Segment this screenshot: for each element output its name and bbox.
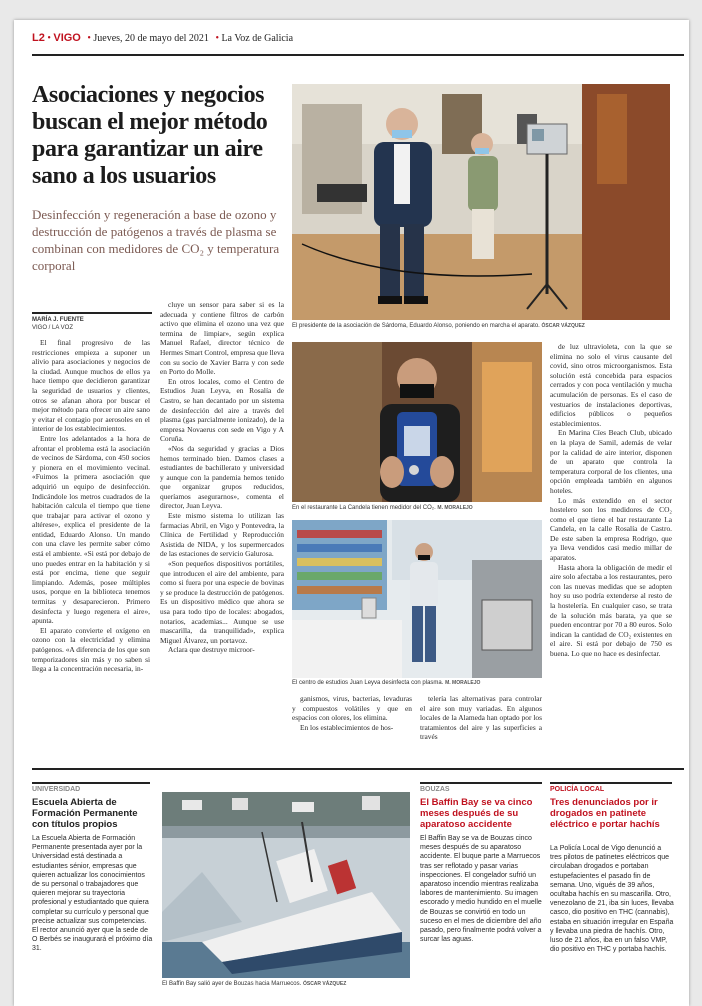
section-divider <box>32 768 684 770</box>
paragraph: ganismos, virus, bacterias, levaduras y compuestos volátiles y que en espacios con olores, los elimina. <box>292 694 412 723</box>
caption-credit: ÓSCAR VÁZQUEZ <box>302 981 347 987</box>
paragraph: «Nos da seguridad y gracias a Dios hemos terminado bien. Damos clases a estudiantes de bachillerato y universidad y aunque con la pandemia hemos tenido que organizar grupos reducidos, queríamos asegurarnos», comenta el director, Juan Leyva. <box>160 443 284 511</box>
paragraph: Aclara que destruye microor- <box>168 645 255 655</box>
section-label: VIGO <box>53 32 81 44</box>
brief-rule <box>420 782 542 784</box>
brief-title-bouzas: El Baffin Bay se va cinco meses después de su aparatoso accidente <box>420 797 533 830</box>
caption-text: El Baffin Bay salió ayer de Bouzas hacia Marruecos. <box>162 981 302 987</box>
article-headline: Asociaciones y negocios buscan el mejor método para garantizar un aire sano a los usuarios <box>32 82 268 189</box>
article-column-4 <box>550 342 672 756</box>
photo-la-candela-caption <box>292 504 542 512</box>
photo-juan-leyva-caption <box>292 679 542 687</box>
newspaper-page <box>14 20 689 1006</box>
paragraph: En Marina Cíes Beach Club, ubicado en la playa de Samil, además de velar por la calidad de aire interior, disponen de un aparato que controla la temperatura corporal de los clientes, una opción empleada también en algunos hoteles. <box>550 428 672 495</box>
caption-credit: ÓSCAR VÁZQUEZ <box>541 323 585 329</box>
brief-rule <box>32 782 150 784</box>
baffin-bay-caption <box>162 980 410 988</box>
paragraph: Entre los adelantados a la hora de afrontar el problema está la asociación de vecinos de Sárdoma, con 450 socios y pionera en el movimiento vecinal. «Fuimos la primera asociación que adquirió un equipo de desinfección. Indicándole los metros cuadrados de la habitación calcula el tiempo que tiene que trabajar para activar el ozono y altérese», explica el presidente de la entidad, Eduardo Alonso. Un mando con una clave les permite saber cómo está el ambiente. «Si está por debajo de uno puedes entrar en la habitación y si está por encima, tiene que seguir limpiando. Además, posee múltiples usos, porque en la biblioteca tenemos termitas y desaparecieron. Primero desinfecta y luego regenera el aire», apunta. <box>32 433 150 626</box>
paragraph: Lo más extendido en el sector hostelero son los medidores de CO₂ como el que tiene el bar restaurante La Candela, en la calle Rosalía de Castro. De este saben la empresa Rodrigo, que ya lleva vendidos casi medio millar de aparatos. <box>550 495 672 563</box>
brief-title-policia: Tres denunciados por ir drogados en patinete eléctrico e portar hachís <box>550 797 660 830</box>
caption-text: El centro de estudios Juan Leyva desinfecta con plasma. <box>292 680 444 686</box>
brief-body-bouzas: El Baffin Bay se va de Bouzas cinco meses después de su aparatoso accidente. El buque parte a Marruecos tras ser reflotado y pasar varias inspecciones. El congelador sufrió un aparatoso incendio mientras realizaba labores de mantenimiento. Su imagen escorado y medio hundido en el muelle de Bouzas se convirtió en todo un suceso en el mes de diciembre del año pasado, pero finalmente podrá volver a surcar las aguas. <box>420 835 542 944</box>
article-subhead: Desinfección y regeneración a base de ozono y destrucción de patógenos a través de plasma se combinan con medidores de CO₂ y temperatura corporal <box>32 207 280 273</box>
main-photo-caption <box>292 322 670 330</box>
baffin-bay-photo-image <box>162 792 410 978</box>
baffin-bay-photo <box>162 792 410 978</box>
paragraph: de luz ultravioleta, con la que se elimina no solo el virus causante del covid, sino otros microorganismos. Esta solución está concebida para espacios cerrados y con poca ventilación y mucha acumulación de personas. Es el caso de vestuarios de instalaciones deportivas, edificios públicos o pequeños establecimientos. <box>550 342 672 428</box>
caption-text: El presidente de la asociación de Sárdoma, Eduardo Alonso, poniendo en marcha el aparato. <box>292 323 540 329</box>
paragraph: «Son pequeños dispositivos portátiles, que introducen el aire del ambiente, para como si fuera por una especie de bovinas y se produce la destrucción de patógenos. Es un dispositivo médico que ahora se usa para todo tipo de locales: abogados, notarios, academias... Aunque se use mascarilla, da tranquilidad», explica Miguel Álvarez, un portavoz. <box>160 559 284 645</box>
byline <box>32 312 152 332</box>
article-column-1 <box>32 338 150 760</box>
header-separator: • <box>47 33 51 44</box>
photo-juan-leyva-image <box>292 520 542 678</box>
caption-credit: M. MORALEJO <box>445 680 481 686</box>
header-date: Jueves, 20 de mayo del 2021 <box>93 33 209 44</box>
page-header <box>32 32 684 56</box>
paragraph: En otros locales, como el Centro de Estudios Juan Leyva, en Rosalía de Castro, se han decantado por un sistema de desinfección del aire a través del plasma (gas parcialmente ionizado), de la empresa Novaerus con sede en Vigo y A Coruña. <box>160 376 284 444</box>
page-number: L2 <box>32 32 45 44</box>
brief-section-universidad: UNIVERSIDAD <box>32 786 81 793</box>
brief-body-policia: La Policía Local de Vigo denunció a tres pilotos de patinetes eléctricos que circulaban drogados e portaban estupefacientes el pasado fin de semana. Uno, vigués de 39 años, ocultaba hachís en su mascarilla. Otro, venezolano de 21, iba sin luces, llevaba casco, dio positivo en THC (cannabis), estaba en situación irregular en España y llevaba una piedra de hachís. Otro, luso de 21 años, iba en un falso VMP, dio positivo en THC y portaba hachís. <box>550 845 674 954</box>
paragraph: cluye un sensor para saber si es la adecuada y contiene filtros de carbón activo que elimina el ozono una vez que termina de limpiar», según explica Manuel Rafael, director técnico de Hermes Smart Control, empresa que lleva con su socio de Xavier Barra y con sede en Porto do Molle. <box>160 300 284 377</box>
header-separator: • <box>215 33 219 44</box>
article-column-3b <box>420 694 542 756</box>
article-column-2 <box>160 300 284 692</box>
paragraph: Hasta ahora la obligación de medir el aire solo afectaba a los restaurantes, pero con las nuevas medidas que se adopten hoy su uso podría extenderse al resto de la hostelería. En cualquier caso, se trata de la solución más barata, ya que se pueden encontrar por 70 a 80 euros. Solo indican la cantidad de CO₂ existentes en el aire. Si está por debajo de 750 es buena. Lo que no hace es desinfectar. <box>550 562 672 658</box>
brief-rule <box>550 782 672 784</box>
brief-section-bouzas: BOUZAS <box>420 786 450 793</box>
photo-la-candela <box>292 342 542 502</box>
publication-name: La Voz de Galicia <box>221 33 294 44</box>
byline-author: MARÍA J. FUENTE <box>32 317 84 323</box>
caption-text: En el restaurante La Candela tienen medidor del CO₂. <box>292 505 436 511</box>
paragraph: El aparato convierte el oxígeno en ozono con la electricidad y elimina patógenos. «A diferencia de los que son temporizadores sin más y no saben si llega a la concentración necesaria, in- <box>32 625 150 674</box>
paragraph: telería las alternativas para controlar el aire son muy variadas. En algunos locales de la Alameda han optado por los tratamientos del aire y las superficies a través <box>420 694 542 742</box>
header-separator: • <box>87 33 91 44</box>
main-photo <box>292 84 670 320</box>
paragraph: En los establecimientos de hos- <box>300 722 394 732</box>
photo-la-candela-image <box>292 342 542 502</box>
main-photo-image <box>292 84 670 320</box>
brief-body-universidad: La Escuela Abierta de Formación Permanente presentada ayer por la Universidad está destinada a estudiantes sénior, empresas que quieren actualizar los conocimientos de su personal o trabajadores que quieren mejorar su trayectoria profesional y estudiantado que quiera completar su currículo y personal que precise actualizar sus competencias. El rector anunció ayer que la sede de O Berbés se inaugurará el próximo día 31. <box>32 835 153 953</box>
photo-juan-leyva <box>292 520 542 678</box>
article-column-2b <box>292 694 412 756</box>
paragraph: Este mismo sistema lo utilizan las farmacias Abril, en Vigo y Pontevedra, la Clínica de Fertilidad y Reproducción Asistida de NIDA, y los supermercados de las estaciones de servicio Galurosa. <box>160 511 284 559</box>
brief-title-universidad: Escuela Abierta de Formación Permanente con títulos propios <box>32 797 138 830</box>
paragraph: El final progresivo de las restricciones empieza a suponer un alivio para asociaciones y negocios de la ciudad. Aunque muchos de ellos ya hace tiempo que decidieron garantizar la seguridad de usuarios y clientes, otros se afanan ahora por buscar el mejor método para ofrecer un aire sano y evitar el contagio por aerosoles en el interior de los establecimientos. <box>32 338 150 434</box>
byline-place: VIGO / LA VOZ <box>32 325 74 331</box>
caption-credit: M. MORALEJO <box>437 505 473 511</box>
brief-section-policia: POLICÍA LOCAL <box>550 786 605 793</box>
